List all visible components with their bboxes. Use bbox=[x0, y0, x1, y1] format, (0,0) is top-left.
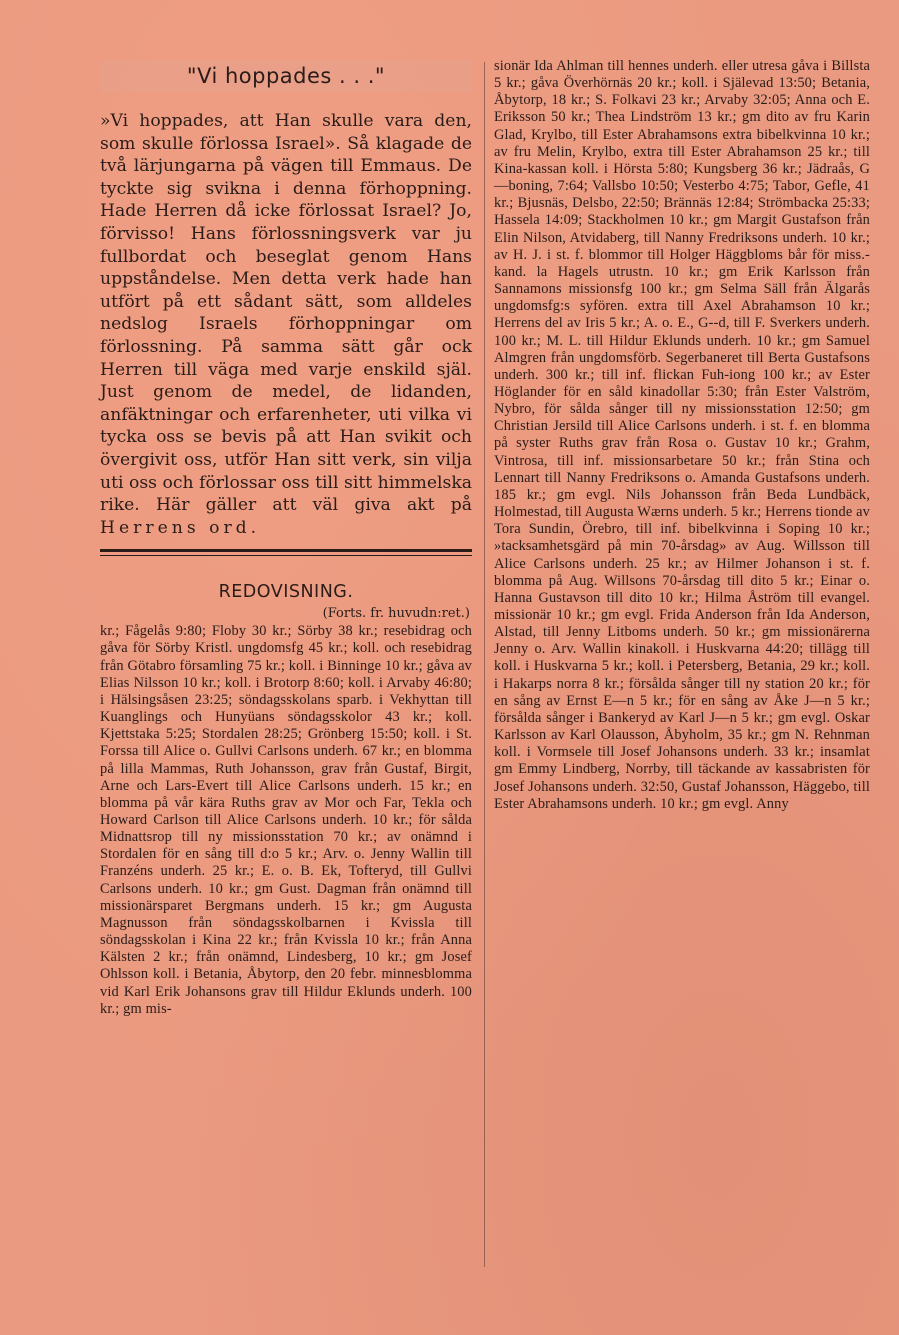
article-body bbox=[100, 110, 472, 539]
report-continuation-note: (Forts. fr. huvudn:ret.) bbox=[322, 606, 470, 622]
article-text: »Vi hoppades, att Han skulle vara den, som skulle förlossa Israel». Så klagade de två lärjungarna på vägen till Emmaus. De tyckte sig svikna i denna förhoppning. Hade Herren då icke förlossat Israel? Jo, förvisso! Hans förlossningsverk var ju fullbordat och beseglat genom Hans uppståndelse. Men detta verk hade han utfört på ett sådant sätt, som alldeles nedslog Israels förhoppningar om förlossning. På samma sätt går ock Herren till väga med varje enskild själ. Just genom de medel, de lidanden, anfäktningar och erfarenheter, uti vilka vi tycka oss se bevis på att Han svikit och övergivit oss, utför Han sitt verk, sin vilja uti oss och förlossar oss till sitt himmelska rike. Här gäller att väl giva akt på bbox=[100, 111, 472, 516]
report-title: REDOVISNING. bbox=[218, 582, 354, 603]
report-text-left: kr.; Fågelås 9:80; Floby 30 kr.; Sörby 38 kr.; resebidrag och gåva för Sörby Kristl. ungdomsfg 45 kr.; koll. och resebidrag från Götabro församling 75 kr.; koll. i Binninge 10 kr.; gåva av Elias Nilsson 10 kr.; koll. i Brotorp 8:60; koll. i Arvaby 46:80; i Hälsingsåsen 23:25; söndagsskolans sparb. i Vekhyttan till Kuanglings och Hunyüans söndagsskolor 43 kr.; koll. Kjettstaka 5:25; Stordalen 28:25; Grönberg 15:50; koll. i St. Forssa till Alice o. Gullvi Carlsons underh. 67 kr.; en blomma på lilla Mammas, Ruth Johansson, grav från Gustaf, Birgit, Arne och Lars-Evert till Alice Carlsons underh. 15 kr.; en blomma på vår kära Ruths grav av Mor och Far, Tekla och Howard Carlson till Alice Carlsons underh. 10 kr.; för sålda Midnattsrop till ny missionsstation 70 kr.; av onämnd i Stordalen för en sång till d:o 5 kr.; Arv. o. Jenny Wallin till Franzéns underh. 25 kr.; E. o. B. Ek, Tofteryd, till Gullvi Carlsons underh. 10 kr.; gm Gust. Dagman från onämnd till missionärsparet Bergmans underh. 15 kr.; gm Augusta Magnusson från söndagsskolbarnen i Kvissla till söndagsskolan i Kina 22 kr.; från Kvissla 10 kr.; från Anna Kälsten 2 kr.; från onämnd, Lindesberg, 10 kr.; gm Josef Ohlsson koll. i Betania, Åbytorp, den 20 febr. minnesblomma vid Karl Erik Johansons grav till Hildur Eklunds underh. 100 kr.; gm mis- bbox=[100, 623, 472, 1017]
right-column bbox=[494, 58, 870, 813]
report-text-right: sionär Ida Ahlman till hennes underh. eller utresa gåva i Billsta 5 kr.; gåva Överhörnäs 20 kr.; koll. i Själevad 13:50; Betania, Åbytorp, 18 kr.; S. Folkavi 23 kr.; Arvaby 32:05; Anna och E. Eriksson 50 kr.; Thea Lindström 13 kr.; gm dito av fru Karin Glad, Krylbo, till Ester Abrahamsons extra bibelkvinna 10 kr.; av fru Melin, Krylbo, extra till Ester Abrahamson 25 kr.; till Kina-kassan koll. i Hörsta 5:80; Kungsberg 36 kr.; Jädraås, G—boning, 7:64; Vallsbo 10:50; Vesterbo 4:75; Tabor, Gefle, 41 kr.; Bjusnäs, Delsbo, 22:50; Brännäs 12:84; Strömbacka 25:33; Hassela 14:09; Stackholmen 10 kr.; gm Margit Gustafson från Elin Nilson, Atvidaberg, till Nanny Fredriksons underh. 10 kr.; av H. J. i st. f. blommor till Holger Häggbloms bår för miss.-kand. la Hagels utrustn. 10 kr.; gm Erik Karlsson från Sannamons missionsfg 100 kr.; gm Selma Säll från Älgarås ungdomsfg:s syfören. extra till Axel Abrahamson 10 kr.; Herrens del av Iris 5 kr.; A. o. E., G--d, till F. Sverkers underh. 100 kr.; M. L. till Hildur Eklunds underh. 10 kr.; gm Samuel Almgren från ungdomsförb. Segerbaneret till Berta Gustafsons underh. 300 kr.; till inf. flickan Fuh-iong 100 kr.; av Ester Höglander för en såld kinadollar 5:30; från Ester Valström, Nybro, för sålda sånger till ny missionsstation 12:50; gm Christian Jersild till Alice Carlsons underh. i st. f. en blomma på syster Ruths grav från Rosa o. Gustav 10 kr.; Grahm, Vintrosa, till inf. missionsarbetare 50 kr.; från Stina och Lennart till Nanny Fredriksons o. Amanda Gustafsons underh. 185 kr.; gm evgl. Nils Johansson från Beda Lundbäck, Holmestad, till Augusta Wærns underh. 5 kr.; Herrens tionde av Tora Sundin, Örebro, till inf. bibelkvinna i Soping 10 kr.; »tacksamhetsgärd på min 70-årsdag» av Aug. Willsson till Alice Carlsons underh. 25 kr.; av Hilmer Johanson i st. f. blomma på Aug. Willsons 70-årsdag till dito 5 kr.; Einar o. Hanna Gustavson till dito 10 kr.; Hilma Åström till evangel. missionär 10 kr.; gm evgl. Frida Anderson från Ida Anderson, Alstad, till Jenny Litboms underh. 50 kr.; gm missionärerna Jenny o. Arv. Wallin kinakoll. i Huskvarna 44:20; tillägg till koll. i Huskvarna 5 kr.; koll. i Petersberg, Betania, 29 kr.; koll. i Hakarps norra 8 kr.; försålda sånger till ny station 20 kr.; för en sång av Ernst E—n 5 kr.; för en sång av Åke J—n 5 kr.; försålda sånger i Bankeryd av Karl J—n 5 kr.; gm evgl. Oskar Karlsson av Karl Olausson, Åbyholm, 35 kr.; gm N. Rehnman koll. i Vormsele till Josef Johansons underh. 33 kr.; insamlat gm Emmy Lindberg, Norrby, till täckande av kassabristen för Josef Johansons underh. 32:50, Gustaf Johansson, Häggebo, till Ester Abrahamsons underh. 10 kr.; gm evgl. Anny bbox=[494, 58, 870, 812]
column-divider bbox=[484, 62, 485, 1267]
article-emphasis: Herrens ord. bbox=[100, 517, 261, 538]
article-title: "Vi hoppades . . ." bbox=[100, 60, 472, 92]
section-divider-thick bbox=[100, 549, 472, 552]
left-column bbox=[100, 58, 472, 1018]
section-divider-thin bbox=[100, 555, 472, 556]
